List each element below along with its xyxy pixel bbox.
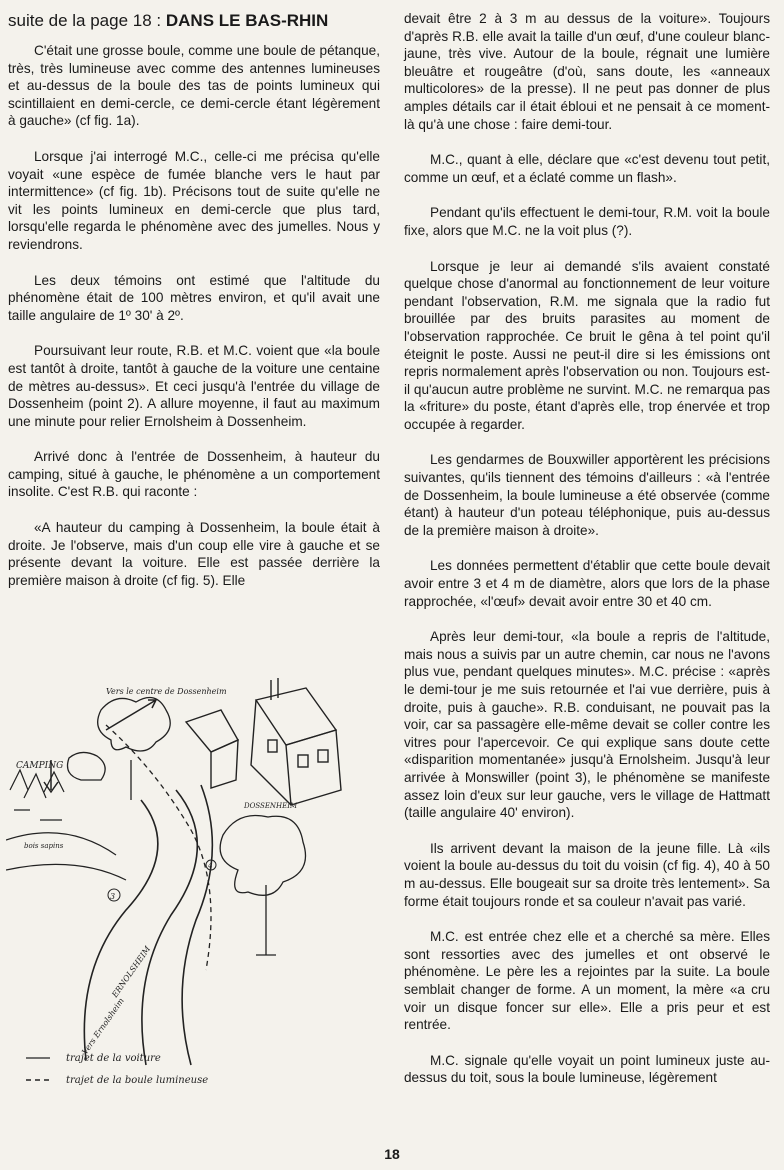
road-sign-label: ERNOLSHEIM	[110, 944, 153, 1000]
legend-car-route: trajet de la voiture	[66, 1053, 161, 1064]
page-heading	[8, 10, 380, 32]
right-paragraph-7: Après leur demi-tour, «la boule a repris de l'altitude, mais nous a suivis par un autre chemin, car nous ne l'avons plus vue, pendant quelques minutes». M.C. précise : «après le demi-tour je me suis retournée et l'ai vue derrière, puis à droite, puis à gauche». R.B. conduisant, ne pouvait pas la voir, car sa passagère elle-même devait se coller contre les vitres pour l'apercevoir. Ce qui explique sans doute cette «disparition momentanée» jusqu'à Ernolsheim. Jusqu'à leur arrivée à Monswiller (point 3), le phénomène se manifeste assez loin d'eux sur leur gauche, vers le village de Hattmatt (taille angulaire 40' environ).	[404, 629, 770, 821]
left-paragraph-4: Poursuivant leur route, R.B. et M.C. voient que «la boule est tantôt à droite, tantôt à gauche de la voiture une centaine de mètres au-dessus». Et ceci jusqu'à l'entrée du village de Dossenheim (point 2). A allure moyenne, il faut au maximum une minute pour relier Ernolsheim à Dossenheim.	[8, 343, 380, 429]
right-paragraph-9: M.C. est entrée chez elle et a cherché sa mère. Elles sont ressorties avec des jumelles et ont observé le phénomène. Le père les a rejointes par la suite. La boule semblait changer de forme. A un moment, la mère «a cru voir un disque foncer sur elle». Elle a pris peur et est rentrée.	[404, 929, 770, 1033]
heading-prefix: suite de la page 18 :	[8, 11, 162, 30]
point-3-label: 3	[110, 892, 116, 901]
forest-drawing	[6, 770, 126, 880]
right-paragraph-10: M.C. signale qu'elle voyait un point lumineux juste au-dessus du toit, sous la boule lumineuse, légèrement	[404, 1052, 770, 1086]
camping-label: CAMPING	[16, 761, 64, 771]
house-drawing	[186, 678, 341, 805]
legend-ball-route: trajet de la boule lumineuse	[66, 1075, 209, 1086]
page-number: 18	[384, 1146, 400, 1162]
right-paragraph-8: Ils arrivent devant la maison de la jeune fille. Là «ils voient la boule au-dessus du toit du voisin (cf fig. 4), 40 à 50 m au-dessus. Elle bougeait sur sa droite très lentement». Sa forme était toujours ronde et sa couleur n'avait pas varié.	[404, 840, 770, 909]
left-paragraph-2: Lorsque j'ai interrogé M.C., celle-ci me précisa qu'elle voyait «une espèce de fumée blanche vers le haut par intermittence» (cf fig. 1b). Précisons tout de suite qu'elle ne vit les points lumineux en demi-cercle que plus tard, lorsqu'elle regarda le phénomène avec des jumelles. Nous y reviendrons.	[8, 148, 380, 252]
right-paragraph-4: Lorsque je leur ai demandé s'ils avaient constaté quelque chose d'anormal au fonctionnement de leur voiture pendant l'observation, R.M. me signala que la radio fut brouillée par des bruits parasites au moment de l'observation rapprochée. Ce bruit le gêna à tel point qu'il éteignit le poste. Aussi ne peut-il dire si les émissions ont repris normalement après l'observation ou non. Toujours est-il qu'aucun autre problème ne survint. M.C. ne remarqua pas la «friture» du poste, étant d'après elle, trop énervée et trop occupée à regarder.	[404, 258, 770, 432]
left-paragraph-3: Les deux témoins ont estimé que l'altitude du phénomène était de 100 mètres environ, et qu'il avait une taille angulaire de 1º 30' à 2º.	[8, 272, 380, 323]
route-sketch	[6, 670, 376, 1090]
right-paragraph-1: devait être 2 à 3 m au dessus de la voiture». Toujours d'après R.B. elle avait la taille d'un œuf, d'une couleur blanc-jaune, très vive. Autour de la boule, régnait une lumière bleuâtre et rougeâtre (d'où, sans doute, les «anneaux multicolores» de la presse). Il ne peut pas donner de plus amples détails car il était ébloui et ne pensait à ce moment-là qu'à une chose : faire demi-tour.	[404, 11, 770, 132]
left-paragraph-5: Arrivé donc à l'entrée de Dossenheim, à hauteur du camping, situé à gauche, le phénomène a un comportement insolite. C'est R.B. qui raconte :	[8, 449, 380, 500]
heading-title: DANS LE BAS-RHIN	[165, 11, 329, 30]
point-4-label: 4	[208, 862, 213, 870]
figure-legend	[26, 1053, 208, 1086]
trees-drawing	[68, 698, 306, 956]
left-paragraph-6: «A hauteur du camping à Dossenheim, la boule était à droite. Je l'observe, mais d'un coup elle vire à gauche et se présente devant la voiture. Elle est passée derrière la première maison à droite (cf fig. 5). Elle	[8, 520, 380, 588]
right-column	[404, 10, 770, 1105]
trees-note-label: bois sapins	[24, 842, 64, 850]
direction-bottom-label: Vers Ernolsheim	[80, 996, 126, 1057]
right-paragraph-5: Les gendarmes de Bouxwiller apportèrent les précisions suivantes, qu'ils tiennent des témoins d'ailleurs : «à l'entrée de Dossenheim, la boule lumineuse a été observée (comme étant) à hauteur d'un poteau téléphonique, puis au-dessus de la première maison à droite».	[404, 452, 770, 538]
direction-top-label: Vers le centre de Dossenheim	[106, 687, 227, 696]
right-paragraph-2: M.C., quant à elle, déclare que «c'est devenu tout petit, comme un œuf, et a éclaté comme un flash».	[404, 152, 770, 185]
left-column	[8, 10, 380, 607]
house-label: DOSSENHEIM	[244, 802, 298, 810]
left-paragraph-1: C'était une grosse boule, comme une boule de pétanque, très, très lumineuse avec comme des antennes lumineuses et au-dessus de la boule des tas de points lumineux qui scintillaient en demi-cercle, ce demi-cercle étant légèrement à gauche» (cf fig. 1a).	[8, 43, 380, 129]
right-paragraph-6: Les données permettent d'établir que cette boule devait avoir entre 3 et 4 m de diamètre, alors que lors de la phase rapprochée, «l'œuf» devait avoir entre 30 et 40 cm.	[404, 558, 770, 609]
route-sketch-figure	[6, 670, 376, 1090]
right-paragraph-3: Pendant qu'ils effectuent le demi-tour, R.M. voit la boule fixe, alors que M.C. ne la voit plus (?).	[404, 205, 770, 238]
